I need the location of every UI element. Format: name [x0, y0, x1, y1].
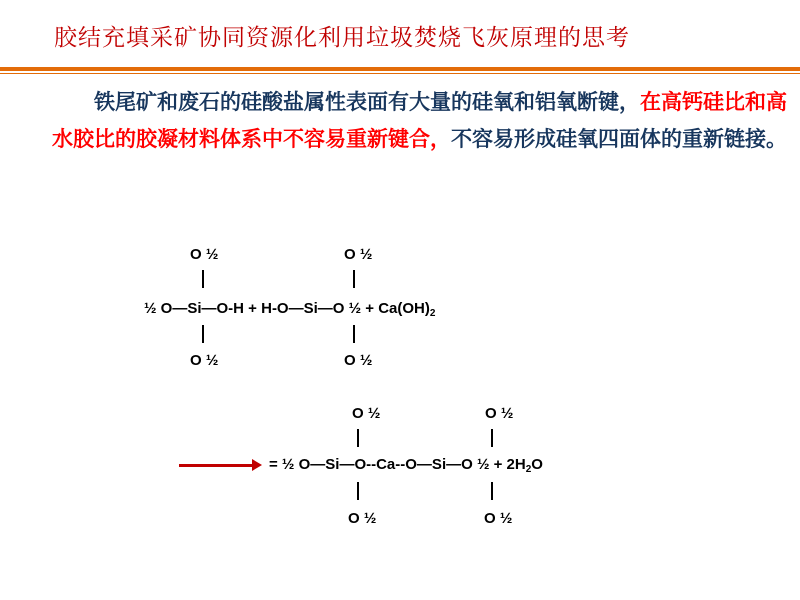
body-text-highlight: 在高钙硅比和高水胶比的胶凝材料体系中不容易重新键合，	[52, 90, 787, 151]
reactant-bond-bottom-right	[353, 325, 355, 343]
product-bottom-right-o: O ½	[484, 510, 513, 527]
reactant-bond-top-right	[353, 270, 355, 288]
reaction-arrow	[179, 464, 255, 467]
title-divider	[0, 67, 800, 71]
product-bond-top-right	[491, 429, 493, 447]
reactant-top-right-o: O ½	[344, 246, 373, 263]
product-bond-bottom-right	[491, 482, 493, 500]
body-paragraph	[52, 84, 792, 158]
reactant-bottom-right-o: O ½	[344, 352, 373, 369]
product-bond-top-left	[357, 429, 359, 447]
reactant-bond-bottom-left	[202, 325, 204, 343]
reactant-bottom-left-o: O ½	[190, 352, 219, 369]
product-bottom-left-o: O ½	[348, 510, 377, 527]
reaction-arrow-head-icon	[252, 459, 262, 471]
product-equation-text: = ½ O—Si—O--Ca--O—Si—O ½ + 2H	[269, 456, 526, 473]
body-text-2: 不容易形成硅氧四面体的重新链接。	[451, 127, 787, 151]
reactant-top-left-o: O ½	[190, 246, 219, 263]
reactant-bond-top-left	[202, 270, 204, 288]
product-top-right-o: O ½	[485, 405, 514, 422]
reactant-equation-text: ½ O—Si—O-H + H-O—Si—O ½ + Ca(OH)	[144, 300, 430, 317]
title-divider-thin	[0, 73, 800, 74]
product-equation-end: O	[531, 456, 543, 473]
product-subscript: 2	[525, 464, 532, 475]
reactant-subscript: 2	[429, 308, 436, 319]
product-equation	[269, 456, 543, 475]
product-top-left-o: O ½	[352, 405, 381, 422]
body-text-1: 铁尾矿和废石的硅酸盐属性表面有大量的硅氧和铝氧断键，	[94, 90, 640, 114]
slide-title: 胶结充填采矿协同资源化利用垃圾焚烧飞灰原理的思考	[54, 25, 630, 51]
reactant-equation	[144, 300, 435, 319]
product-bond-bottom-left	[357, 482, 359, 500]
